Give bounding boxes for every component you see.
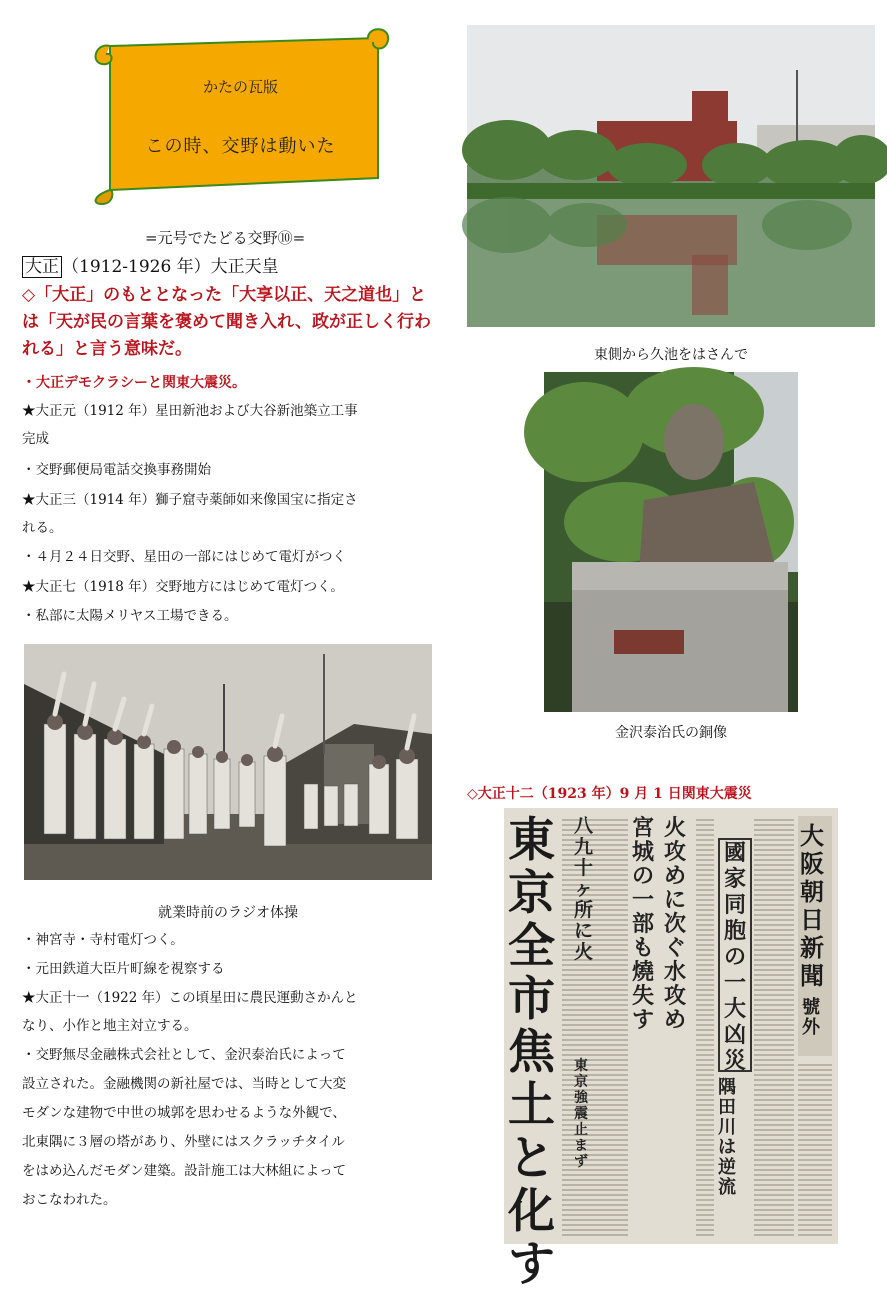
newspaper-column: 東京強震止まず — [574, 1058, 588, 1170]
newspaper-masthead: 大阪朝日新聞 — [800, 821, 824, 990]
series-title: =元号でたどる交野⑩= — [145, 229, 306, 247]
era-name: 大正 — [22, 256, 62, 278]
list-item: ★大正十一（1922 年）この頃星田に農民運動さかんと — [22, 990, 358, 1006]
banner-subtitle: かたの瓦版 — [202, 78, 278, 96]
radio-exercise-caption: 就業時前のラジオ体操 — [158, 905, 298, 921]
democracy-heading: ・大正デモクラシーと関東大震災。 — [22, 375, 246, 391]
newspaper-column: 隅田川は逆流 — [718, 1077, 736, 1198]
list-item: ・４月２４日交野、星田の一部にはじめて電灯がつく — [22, 549, 346, 565]
era-meaning: ◇「大正」のもととなった「大享以正、天之道也」とは「天が民の言葉を褒めて聞き入れ、政が正しく行われる」と言う意味だ。 — [22, 285, 432, 359]
radio-exercise-photo — [24, 644, 432, 880]
list-item: ★大正七（1918 年）交野地方にはじめて電灯つく。 — [22, 579, 344, 595]
list-item: ・神宮寺・寺村電灯つく。 — [22, 932, 184, 948]
list-item: ・私部に太陽メリヤス工場できる。 — [22, 608, 238, 624]
title-banner — [88, 28, 393, 206]
era-detail: （1912-1926 年）大正天皇 — [62, 257, 279, 277]
newspaper-photo — [504, 808, 838, 1292]
newspaper-subheadline: 火攻めに次ぐ水攻め — [664, 815, 687, 1033]
newspaper-box: 國家同胞の一大凶災 — [718, 838, 752, 1072]
newspaper-extra-label: 號外 — [802, 997, 820, 1038]
list-item: ★大正元（1912 年）星田新池および大谷新池築立工事 — [22, 403, 358, 419]
pond-caption: 東側から久池をはさんで — [594, 347, 748, 363]
banner-title: この時、交野は動いた — [145, 136, 336, 157]
list-item: なり、小作と地主対立する。 — [22, 1018, 198, 1034]
list-item: をはめ込んだモダン建築。設計施工は大林組によって — [22, 1163, 347, 1179]
list-item: ・交野無尽金融株式会社として、金沢泰治氏によって — [22, 1047, 346, 1063]
list-item: おこなわれた。 — [22, 1192, 117, 1208]
scroll-shape — [88, 28, 393, 206]
newspaper-headline: 東京全市焦土と化す — [508, 813, 555, 1292]
earthquake-heading: ◇大正十二（1923 年）9 月 1 日関東大震災 — [467, 786, 752, 802]
statue-photo — [544, 372, 798, 712]
statue-caption: 金沢泰治氏の銅像 — [615, 725, 727, 741]
list-item: れる。 — [22, 520, 63, 536]
list-item: モダンな建物で中世の城郭を思わせるような外観で、 — [22, 1105, 346, 1121]
list-item: ・元田鉄道大臣片町線を視察する — [22, 961, 225, 977]
list-item: 設立された。金融機関の新社屋では、当時として大変 — [22, 1076, 346, 1092]
newspaper-column: 八九十ヶ所に火 — [574, 815, 594, 963]
list-item: 完成 — [22, 431, 49, 447]
pond-photo — [467, 25, 875, 327]
list-item: ★大正三（1914 年）獅子窟寺薬師如来像国宝に指定さ — [22, 492, 358, 508]
list-item: ・交野郵便局電話交換事務開始 — [22, 462, 211, 478]
newspaper-subheadline: 宮城の一部も燒失す — [632, 815, 655, 1033]
era-line — [22, 252, 279, 277]
list-item: 北東隅に３層の塔があり、外壁にはスクラッチタイル — [22, 1134, 345, 1150]
